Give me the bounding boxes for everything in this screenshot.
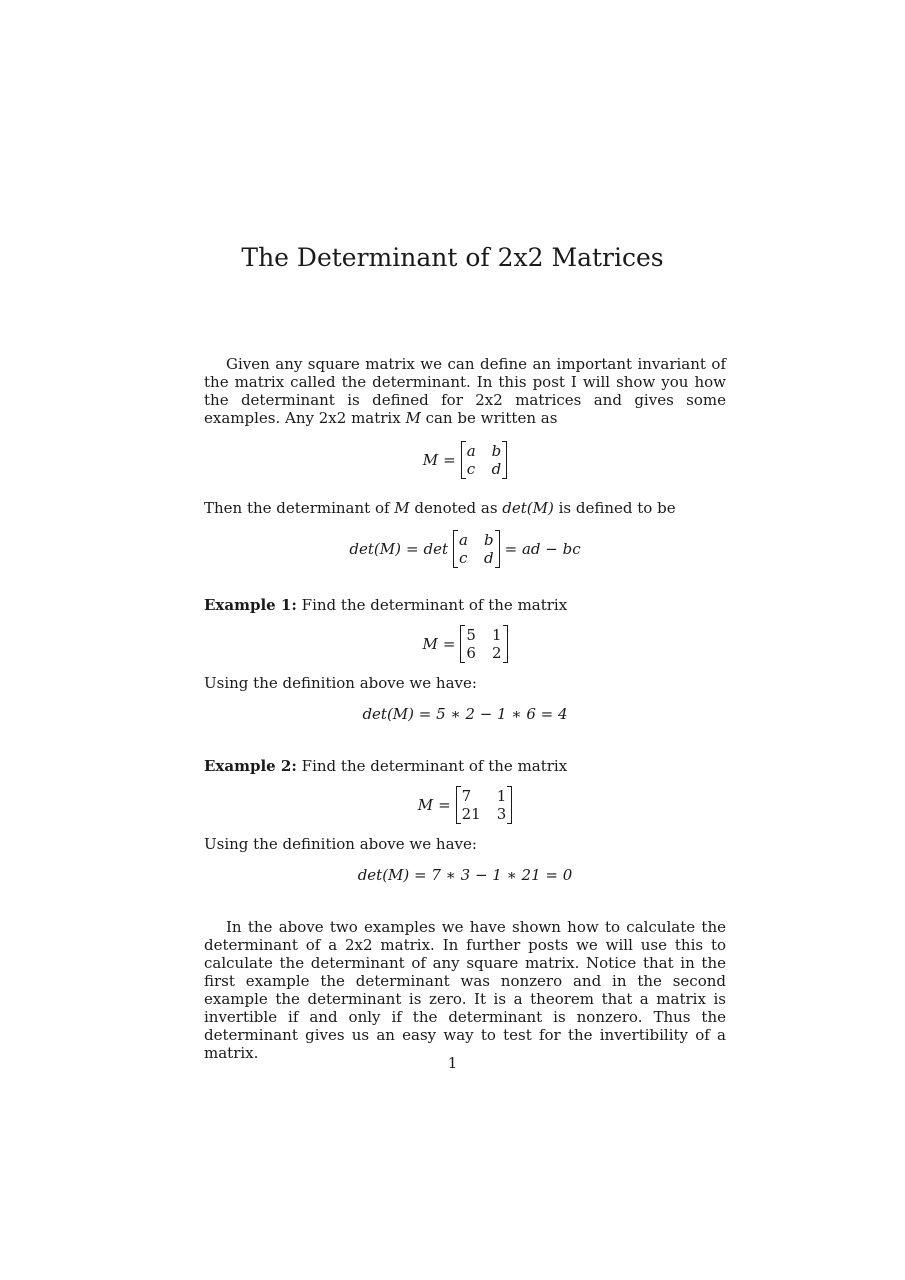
matrix-cell: b [484, 531, 494, 549]
equation-example2-matrix [204, 786, 726, 824]
then-paragraph [204, 499, 726, 517]
equation-general-matrix [204, 441, 726, 479]
conclusion-paragraph: In the above two examples we have shown how to calculate the determinant of a 2x2 matrix. In further posts we will use this to calculate the determinant of any square matrix. Notice that in the first example the determinant was nonzero and in the second example the determinant is zero. It is a theorem that a matrix is invertible if and only if the determinant is nonzero. Thus the determinant gives us an easy way to test for the invertibility of a matrix. [204, 918, 726, 1062]
matrix-cell: b [491, 442, 502, 460]
then-var-m: M [394, 499, 410, 517]
ex1-lhs: M [422, 635, 438, 653]
matrix-definition [453, 530, 500, 568]
matrix-cell: 7 [461, 787, 472, 805]
intro-text-2: can be written as [420, 409, 558, 427]
matrix-cell: 21 [461, 805, 481, 823]
def-det-operator: det [423, 540, 449, 558]
example2-text: Find the determinant of the matrix [296, 757, 568, 775]
eq-lhs: M [422, 451, 439, 469]
matrix-cell: c [459, 549, 468, 567]
ex2-equals: = [438, 796, 451, 814]
document-title: The Determinant of 2x2 Matrices [241, 243, 664, 272]
example2-calculation: det(M) = 7 ∗ 3 − 1 ∗ 21 = 0 [357, 866, 573, 884]
matrix-cell: 6 [466, 644, 476, 662]
example1-text: Find the determinant of the matrix [296, 596, 568, 614]
ex1-equals: = [442, 635, 456, 653]
then-text-3: is defined to be [553, 499, 676, 517]
right-bracket [507, 786, 512, 824]
example1-label: Example 1: [204, 596, 297, 614]
example1-calculation: det(M) = 5 ∗ 2 − 1 ∗ 6 = 4 [362, 705, 568, 723]
right-bracket [503, 625, 508, 663]
def-lhs: det(M) [349, 540, 401, 558]
def-rhs: = ad − bc [504, 540, 581, 558]
matrix-cell: d [484, 549, 494, 567]
intro-text-1: Given any square matrix we can define an important invariant of the matrix called the determinant. In this post I will show you how the determinant is defined for 2x2 matrices and gives some examples. Any 2x2 matrix [204, 355, 726, 427]
matrix-cell: 3 [496, 805, 507, 823]
matrix-cell: 1 [496, 787, 507, 805]
right-bracket [495, 530, 500, 568]
example2-heading [204, 757, 726, 775]
matrix-cell: 1 [491, 626, 502, 644]
example1-using: Using the definition above we have: [204, 674, 477, 692]
then-text-2: denoted as [409, 499, 503, 517]
equation-determinant-definition [204, 530, 726, 568]
matrix-cell: a [459, 531, 468, 549]
equation-example1-matrix [204, 625, 726, 663]
ex2-lhs: M [417, 796, 434, 814]
intro-var-m: M [405, 409, 421, 427]
matrix-cell: 5 [466, 626, 476, 644]
then-var-detm: det(M) [502, 499, 554, 517]
example1-heading [204, 596, 726, 614]
page-number: 1 [447, 1054, 458, 1072]
matrix-cell: 2 [491, 644, 502, 662]
matrix-cell: c [466, 460, 476, 478]
example2-using: Using the definition above we have: [204, 835, 477, 853]
eq-equals: = [443, 451, 456, 469]
then-text-1: Then the determinant of [204, 499, 395, 517]
def-equals: = [405, 540, 419, 558]
example2-label: Example 2: [204, 757, 297, 775]
matrix-example1 [460, 625, 507, 663]
matrix-example2 [456, 786, 513, 824]
matrix-general [461, 441, 508, 479]
matrix-cell: a [466, 442, 476, 460]
matrix-cell: d [491, 460, 502, 478]
intro-paragraph [204, 355, 726, 427]
right-bracket [502, 441, 507, 479]
